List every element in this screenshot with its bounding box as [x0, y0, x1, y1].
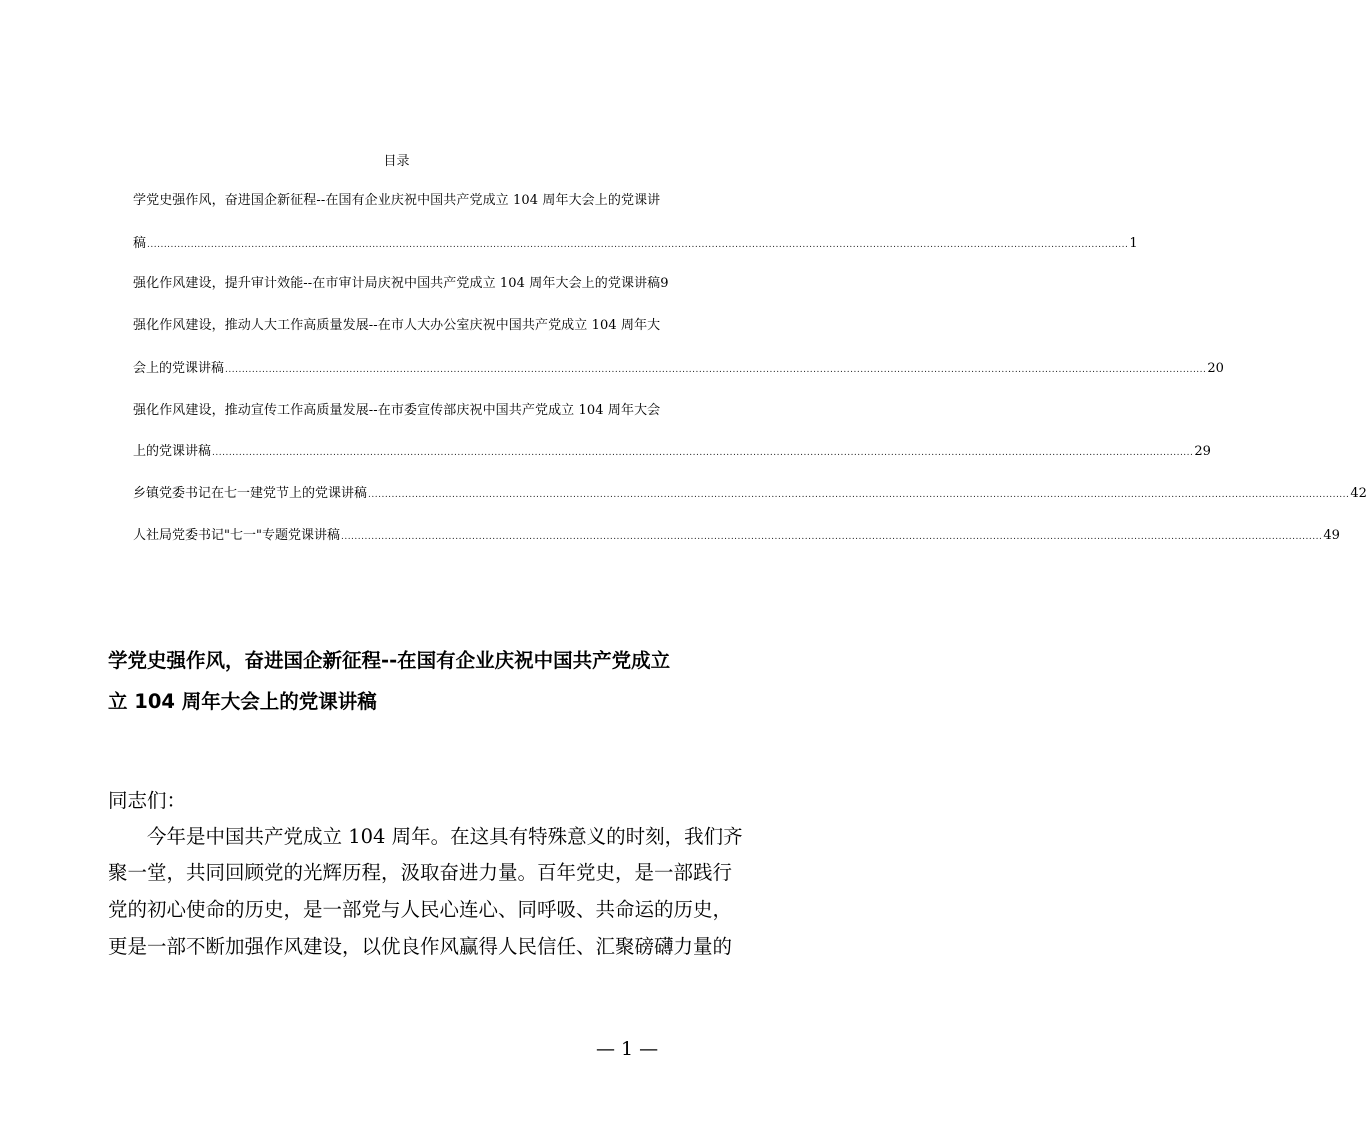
- toc-entry-line[interactable]: [133, 192, 699, 210]
- toc-entry-line[interactable]: [133, 275, 699, 293]
- toc-entry-text: 稿: [133, 236, 147, 251]
- toc-entry-line[interactable]: [133, 360, 1224, 378]
- toc-entry-line[interactable]: [133, 527, 1340, 545]
- toc-entry-text: 人社局党委书记"七一"专题党课讲稿: [133, 528, 340, 543]
- toc-page-number: 49: [1323, 528, 1340, 543]
- toc-title: 目录: [383, 154, 410, 169]
- toc-entry-text: 乡镇党委书记在七一建党节上的党课讲稿: [133, 486, 368, 501]
- article-heading-line: 学党史强作风，奋进国企新征程--在国有企业庆祝中国共产党成立: [108, 649, 671, 672]
- toc-entry-text: 学党史强作风，奋进国企新征程--在国有企业庆祝中国共产党成立 104 周年大会上的党课讲: [133, 193, 661, 208]
- toc-leader-dots: ....................................................................................................................................................................................................................................................................................................: [340, 532, 1323, 542]
- page-number: — 1 —: [596, 1038, 659, 1060]
- body-paragraph-line: 更是一部不断加强作风建设，以优良作风赢得人民信任、汇聚磅礴力量的: [108, 935, 733, 958]
- salutation: 同志们：: [108, 789, 187, 812]
- toc-entry-text: 会上的党课讲稿: [133, 361, 225, 376]
- toc-entry-line[interactable]: [133, 402, 699, 420]
- toc-page-number: 1: [1129, 236, 1138, 251]
- toc-leader-dots: ....................................................................................................................................................................................................................................................................................................: [212, 448, 1194, 458]
- toc-entry-line[interactable]: [133, 235, 1138, 253]
- toc-entry-text: 上的党课讲稿: [133, 444, 212, 459]
- toc-entry-text: 强化作风建设，提升审计效能--在市审计局庆祝中国共产党成立 104 周年大会上的党课讲稿9: [133, 276, 669, 291]
- toc-entry-line[interactable]: [133, 443, 1211, 461]
- toc-leader-dots: ....................................................................................................................................................................................................................................................................................................: [225, 365, 1207, 375]
- body-paragraph-line: 聚一堂，共同回顾党的光辉历程，汲取奋进力量。百年党史，是一部践行: [108, 861, 733, 884]
- toc-leader-dots: ....................................................................................................................................................................................................................................................................................................: [147, 240, 1129, 250]
- toc-page-number: 42: [1350, 486, 1367, 501]
- toc-entry-line[interactable]: [133, 485, 1367, 503]
- body-paragraph-line: 今年是中国共产党成立 104 周年。在这具有特殊意义的时刻，我们齐: [108, 825, 743, 848]
- body-paragraph-line: 党的初心使命的历史，是一部党与人民心连心、同呼吸、共命运的历史，: [108, 898, 733, 921]
- toc-page-number: 20: [1207, 361, 1224, 376]
- toc-entry-line[interactable]: [133, 317, 699, 335]
- toc-entry-text: 强化作风建设，推动人大工作高质量发展--在市人大办公室庆祝中国共产党成立 104 周年大: [133, 318, 661, 333]
- toc-leader-dots: ....................................................................................................................................................................................................................................................................................................: [368, 490, 1350, 500]
- toc-entry-text: 强化作风建设，推动宣传工作高质量发展--在市委宣传部庆祝中国共产党成立 104 周年大会: [133, 403, 661, 418]
- article-heading-line: 立 104 周年大会上的党课讲稿: [108, 690, 377, 713]
- toc-page-number: 29: [1194, 444, 1211, 459]
